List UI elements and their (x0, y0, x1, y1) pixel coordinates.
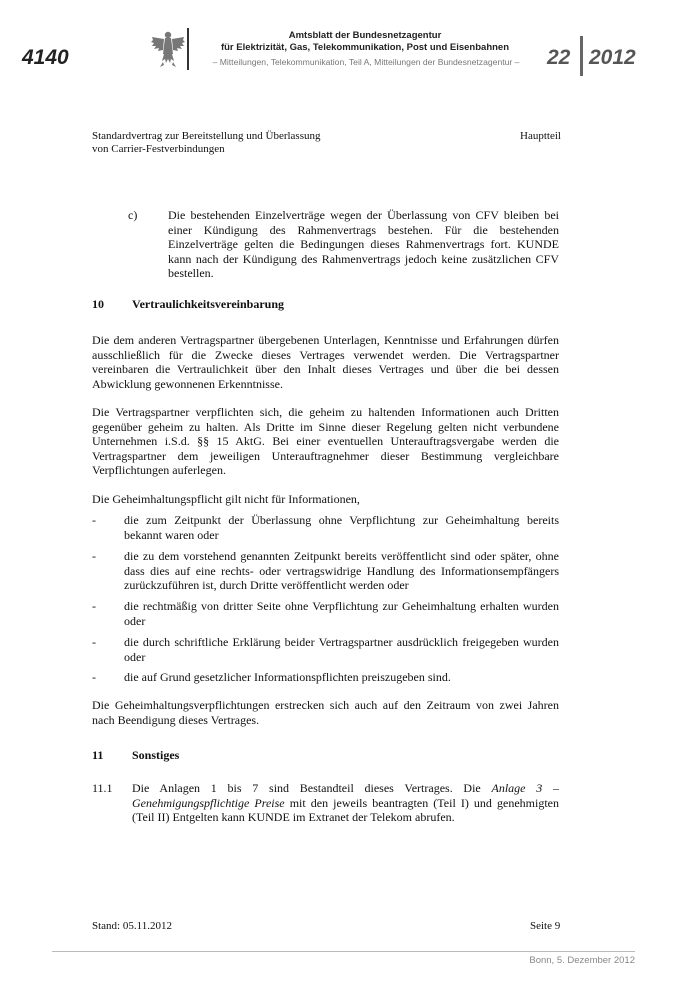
list-item: die auf Grund gesetzlicher Informationspflichten preiszugeben sind. (124, 670, 451, 684)
subsection-number: 11.1 (92, 781, 113, 795)
page-number: 4140 (22, 46, 69, 69)
list-bullet: - (92, 635, 96, 649)
section-title: Vertraulichkeitsvereinbarung (132, 297, 284, 311)
item-label: c) (128, 208, 138, 222)
list-item: die durch schriftliche Erklärung beider Vertragspartner ausdrücklich freigegeben wurden oder (124, 635, 559, 664)
publication-title: Amtsblatt der Bundesnetzagentur (288, 30, 442, 41)
footer-date-stamp: Stand: 05.11.2012 (92, 920, 172, 932)
issue-number: 22 (547, 46, 571, 69)
document-title-line2: von Carrier-Festverbindungen (92, 143, 225, 155)
publication-section: – Mitteilungen, Telekommunikation, Teil A, Mitteilungen der Bundesnetzagentur – (212, 57, 520, 67)
list-bullet: - (92, 670, 96, 684)
issue-divider (580, 36, 583, 76)
paragraph: Die Vertragspartner verpflichten sich, die geheim zu haltenden Informationen auch Dritten gegenüber geheim zu halten. Als Dritte im Sinne dieser Regelung gelten nicht verbundene Unternehmen i.S.d. §§ 15 AktG. Bei einer eventuellen Unterauftragsvergabe werden die Vertragspartner dem jeweiligen Unterauftragnehmer dieser Bestimmung vergleichbare Verpflichtungen auferlegen. (92, 405, 559, 478)
subsection-text (132, 781, 559, 825)
list-bullet: - (92, 599, 96, 613)
item-text: Die bestehenden Einzelverträge wegen der Überlassung von CFV bleiben bei einer Kündigung des Rahmenvertrags bestehen. Für die bestehenden Einzelverträge gelten die Bedingungen dieses Rahmenvertrags fort. KUNDE kann nach der Kündigung des Rahmenvertrags jedoch keine zusätzlichen CFV bestellen. (168, 208, 559, 281)
section-title: Sonstiges (132, 748, 180, 762)
list-item: die rechtmäßig von dritter Seite ohne Verpflichtung zur Geheimhaltung erhalten wurden oder (124, 599, 559, 628)
list-item: die zu dem vorstehend genannten Zeitpunkt bereits veröffentlicht sind oder später, ohne dass dies auf eine rechts- oder vertragswidrige Handlung des Informationsempfängers zurückzuführen ist, durch Dritte veröffentlicht werden oder (124, 549, 559, 593)
list-item: die zum Zeitpunkt der Überlassung ohne Verpflichtung zur Geheimhaltung bereits bekannt waren oder (124, 513, 559, 542)
issue-year: 2012 (589, 46, 636, 69)
section-number: 11 (92, 748, 104, 762)
publication-subtitle: für Elektrizität, Gas, Telekommunikation, Post und Eisenbahnen (220, 42, 510, 53)
federal-eagle-icon (150, 28, 186, 70)
subsection-text-part: Die Anlagen 1 bis 7 sind Bestandteil dieses Vertrages. Die (132, 781, 492, 795)
footer-page-number: Seite 9 (530, 920, 561, 932)
paragraph: Die dem anderen Vertragspartner übergebenen Unterlagen, Kenntnisse und Erfahrungen dürfen ausschließlich für die Zwecke dieses Vertrages verwendet werden. Die Vertragspartner vereinbaren die Vertraulichkeit über den Inhalt dieses Vertrages und über die bei dessen Abwicklung gewonnenen Erkenntnisse. (92, 333, 559, 391)
annex-reference: Anlage 3 – Genehmigungspflichtige Preise (132, 781, 559, 810)
subsection-text-part: mit den jeweils beantragten (Teil I) und genehmigten (Teil II) Entgelten kann KUNDE im Extranet der Telekom abrufen. (132, 795, 559, 825)
paragraph: Die Geheimhaltungsverpflichtungen erstrecken sich auch auf den Zeitraum von zwei Jahren nach Beendigung dieses Vertrages. (92, 698, 559, 727)
document-title-line1: Standardvertrag zur Bereitstellung und Überlassung (92, 130, 321, 142)
masthead-divider (187, 28, 189, 70)
list-bullet: - (92, 513, 96, 527)
paragraph: Die Geheimhaltungspflicht gilt nicht für Informationen, (92, 492, 360, 506)
list-bullet: - (92, 549, 96, 563)
section-number: 10 (92, 297, 104, 311)
footer-divider (52, 951, 635, 952)
footer-place-date: Bonn, 5. Dezember 2012 (529, 955, 635, 966)
document-section: Hauptteil (520, 130, 561, 142)
